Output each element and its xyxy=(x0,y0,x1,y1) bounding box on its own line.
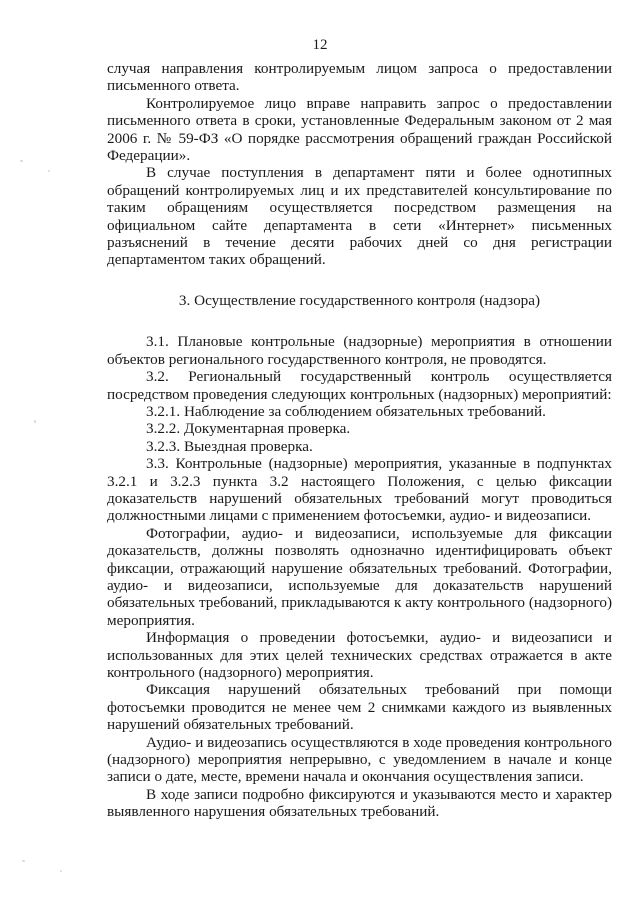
scan-artifact xyxy=(20,160,23,162)
section-heading: 3. Осуществление государственного контроля (надзора) xyxy=(178,291,541,309)
paragraph: Аудио- и видеозапись осуществляются в ходе проведения контрольного (надзорного) мероприятия непрерывно, с уведомлением в начале и конце записи о дате, месте, времени начала и окончания осуществления записи. xyxy=(107,733,612,786)
paragraph: В случае поступления в департамент пяти и более однотипных обращений контролируемых лиц и их представителей консультирование по таким обращениям осуществляется посредством размещения на официальном сайте департамента в сети «Интернет» письменных разъяснений в течение десяти рабочих дней со дня регистрации департаментом таких обращений. xyxy=(107,164,612,269)
scan-artifact xyxy=(60,870,62,872)
paragraph: Контролируемое лицо вправе направить запрос о предоставлении письменного ответа в сроки, установленные Федеральным законом от 2 мая 2006 г. № 59-ФЗ «О порядке рассмотрения обращений граждан Российской Федерации». xyxy=(107,94,612,165)
paragraph: 3.2.2. Документарная проверка. xyxy=(146,420,351,438)
paragraph: 3.2.1. Наблюдение за соблюдением обязательных требований. xyxy=(146,402,546,420)
paragraph: В ходе записи подробно фиксируются и указываются место и характер выявленного нарушения обязательных требований. xyxy=(107,785,612,821)
scan-artifact xyxy=(48,170,50,172)
scan-artifact xyxy=(34,420,36,423)
paragraph: случая направления контролируемым лицом запроса о предоставлении письменного ответа. xyxy=(107,60,612,95)
paragraph: Информация о проведении фотосъемки, аудио- и видеозаписи и использованных для этих целей технических средствах отражается в акте контрольного (надзорного) мероприятия. xyxy=(107,629,612,681)
paragraph: 3.2. Региональный государственный контроль осуществляется посредством проведения следующих контрольных (надзорных) мероприятий: xyxy=(107,368,612,403)
paragraph: Фотографии, аудио- и видеозаписи, используемые для фиксации доказательств, должны позволять однозначно идентифицировать объект фиксации, отражающий нарушение обязательных требований. Фотографии, аудио- и видеозаписи, используемые для доказательств нарушений обязательных требований, прикладываются к акту контрольного (надзорного) мероприятия. xyxy=(107,524,612,629)
paragraph: 3.3. Контрольные (надзорные) мероприятия, указанные в подпунктах 3.2.1 и 3.2.3 пункта 3.2 настоящего Положения, с целью фиксации доказательств нарушений обязательных требований могут проводиться должностными лицами с применением фотосъемки, аудио- и видеозаписи. xyxy=(107,455,612,525)
paragraph: Фиксация нарушений обязательных требований при помощи фотосъемки проводится не менее чем 2 снимками каждого из выявленных нарушений обязательных требований. xyxy=(107,681,612,734)
scan-artifact xyxy=(22,860,25,862)
paragraph: 3.1. Плановые контрольные (надзорные) мероприятия в отношении объектов регионального государственного контроля, не проводятся. xyxy=(107,333,612,368)
document-body xyxy=(107,60,612,821)
paragraph: 3.2.3. Выездная проверка. xyxy=(146,437,313,455)
page-number: 12 xyxy=(312,37,328,53)
